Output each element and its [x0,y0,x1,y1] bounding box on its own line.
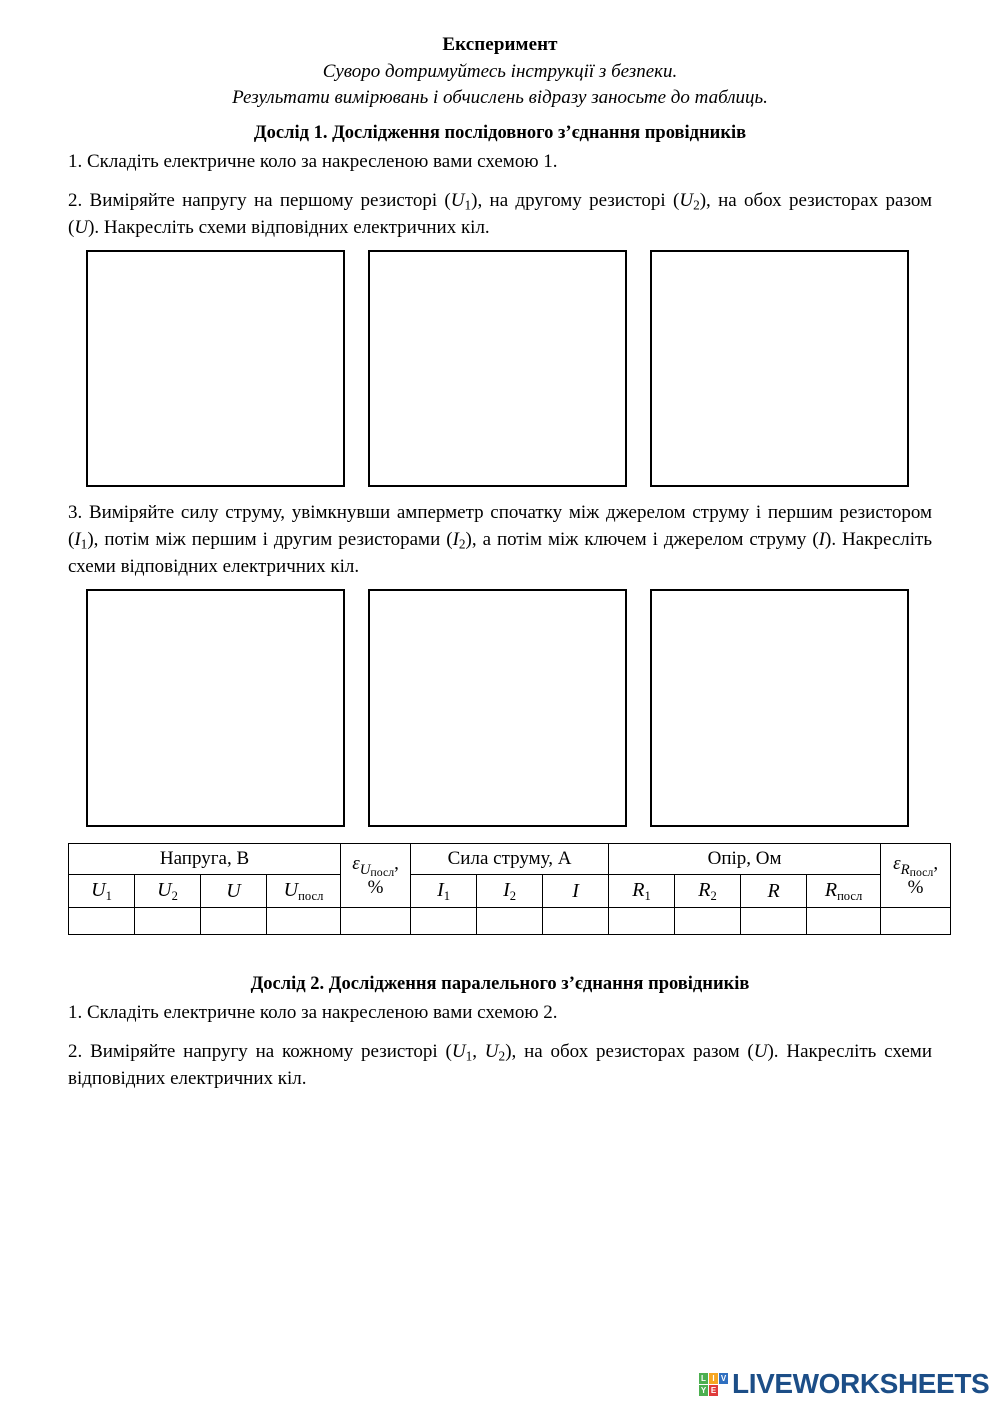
group-header-epsilon-r: $\varepsilon_{Rпосл}$, % [881,844,951,908]
logo-tile-l: L [699,1373,708,1384]
drawing-box-u2[interactable] [368,250,627,487]
cell-u1[interactable] [69,908,135,935]
liveworksheets-logo-text: LIVEWORKSHEETS [732,1368,990,1399]
table-group-header-row [69,844,951,875]
experiment-1-step-2: 2. Виміряйте напругу на першому резисторі $(U_1)$, на другому резисторі $(U_2)$, на обох резисторах разом (U). Накресліть схеми відповідних електричних кіл. [68,190,932,238]
drawing-boxes-row-1 [86,250,932,487]
drawing-box-u1[interactable] [86,250,345,487]
cell-epsilon-u[interactable] [341,908,411,935]
liveworksheets-logo-icon [699,1373,728,1396]
cell-i[interactable] [543,908,609,935]
experiment-1-heading: Дослід 1. Дослідження послідовного з’єднання провідників [253,123,747,143]
symbol-header-r: R [741,875,807,908]
cell-u2[interactable] [135,908,201,935]
cell-u-posl[interactable] [267,908,341,935]
experiment-1-step-3: 3. Виміряйте силу струму, увімкнувши амперметр спочатку між джерелом струму і першим резистором $(I_1)$, потім між першим і другим резисторами $(I_2)$, а потім між ключем і джерелом струму (I). Накресліть схеми відповідних електричних кіл. [68,502,933,577]
cell-r2[interactable] [675,908,741,935]
safety-instruction-line-1: Суворо дотримуйтесь інструкції з безпеки. [322,61,678,82]
cell-i2[interactable] [477,908,543,935]
logo-tile-i: I [709,1373,718,1384]
drawing-box-i1[interactable] [86,589,345,827]
drawing-box-i-total[interactable] [650,589,909,827]
symbol-header-i2: I2 [477,875,543,908]
results-table [68,843,951,935]
drawing-boxes-row-2 [86,589,932,827]
symbol-header-u2: U2 [135,875,201,908]
drawing-box-u-total[interactable] [650,250,909,487]
results-table-wrapper [68,843,939,935]
symbol-header-u: U [201,875,267,908]
experiment-2-step-2: 2. Виміряйте напругу на кожному резисторі ($U_1$, $U_2$), на обох резисторах разом (U). Накресліть схеми відповідних електричних кіл. [68,1041,932,1089]
cell-r1[interactable] [609,908,675,935]
safety-instruction-line-2: Результати вимірювань і обчислень відразу заносьте до таблиць. [232,87,768,108]
experiment-2-heading: Дослід 2. Дослідження паралельного з’єднання провідників [250,974,750,994]
symbol-header-i1: I1 [411,875,477,908]
cell-i1[interactable] [411,908,477,935]
cell-epsilon-r[interactable] [881,908,951,935]
symbol-header-r2: R2 [675,875,741,908]
logo-tile-e: E [710,1385,717,1395]
document-title: Експеримент [442,34,558,55]
symbol-header-r1: R1 [609,875,675,908]
logo-tile-empty [719,1385,728,1396]
cell-r[interactable] [741,908,807,935]
group-header-epsilon-u: $\varepsilon_{Uпосл}$, % [341,844,411,908]
table-symbol-header-row [69,875,951,908]
cell-u[interactable] [201,908,267,935]
drawing-box-i2[interactable] [368,589,627,827]
group-header-current: Сила струму, А [411,844,609,875]
document-content [68,32,939,1094]
logo-tile-v: V [720,1373,727,1383]
experiment-1-step-1: 1. Складіть електричне коло за накресленою вами схемою 1. [68,151,558,172]
table-row [69,908,951,935]
experiment-2-step-1: 1. Складіть електричне коло за накресленою вами схемою 2. [68,1002,558,1023]
symbol-header-u1: U1 [69,875,135,908]
group-header-resistance: Опір, Ом [609,844,881,875]
symbol-header-r-posl: Rпосл [807,875,881,908]
logo-tile-y: Y [700,1385,707,1395]
symbol-header-i: I [543,875,609,908]
cell-r-posl[interactable] [807,908,881,935]
liveworksheets-logo[interactable] [699,1370,989,1398]
group-header-voltage: Напруга, В [69,844,341,875]
symbol-header-u-posl: Uпосл [267,875,341,908]
